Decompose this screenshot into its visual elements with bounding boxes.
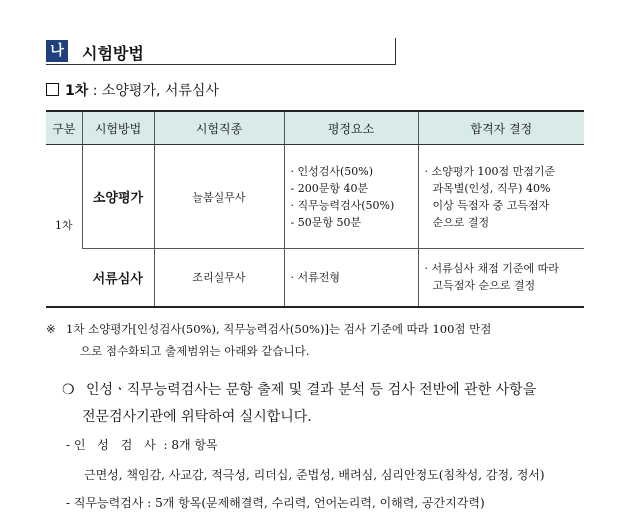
row1-decision: [418, 145, 584, 249]
table-header-row: [46, 111, 584, 145]
row1-criteria: [284, 145, 418, 249]
personality-test-items: 근면성, 책임감, 사교감, 적극성, 리더십, 준법성, 배려심, 심리안정도(침착성, 감정, 정서): [84, 468, 545, 482]
personality-test-count: : 8개 항목: [159, 438, 218, 452]
row2-job: 조리실무사: [154, 249, 284, 307]
bullet-paragraph: [62, 377, 602, 431]
note-symbol: ※: [46, 322, 56, 336]
row1-job: 늘봄실무사: [154, 145, 284, 249]
note-line2: 으로 점수화되고 출제범위는 아래와 같습니다.: [80, 344, 310, 358]
row2-method: 서류심사: [82, 249, 154, 307]
header-job: 시험직종: [154, 111, 284, 145]
personality-test-heading: [66, 436, 218, 453]
row2-decision: [418, 249, 584, 307]
decision-line: · 서류심사 채점 기준에 따라: [424, 262, 559, 276]
row2-criteria: [284, 249, 418, 307]
criteria-line: · 인성검사(50%): [290, 164, 374, 178]
header-decision: 합격자 결정: [418, 111, 584, 145]
personality-test-label: 인 성 검 사: [73, 438, 160, 452]
decision-line: 고득점자 순으로 결정: [432, 279, 536, 293]
job-ability-test-line: - 직무능력검사 : 5개 항목(문제해결력, 수리력, 언어논리력, 이해력, 공간지각력): [66, 496, 485, 510]
decision-line: 과목별(인성, 직무) 40%: [432, 181, 551, 195]
section-header-divider: [395, 38, 396, 64]
criteria-line: - 50문항 50분: [290, 215, 362, 229]
criteria-line: · 직무능력검사(50%): [290, 198, 395, 212]
criteria-line: - 200문항 40분: [290, 181, 369, 195]
dash: -: [66, 438, 74, 452]
table-row: [46, 249, 584, 307]
section-badge: 나: [46, 40, 68, 62]
group-label: 1차: [46, 145, 82, 307]
exam-method-table: [46, 110, 584, 308]
subheading-number: 1차: [65, 83, 89, 99]
bullet-line2: 전문검사기관에 위탁하여 실시합니다.: [82, 409, 312, 425]
row1-method: 소양평가: [82, 145, 154, 249]
circle-bullet-icon: ❍: [62, 382, 75, 398]
subheading: [46, 80, 219, 100]
section-header: [46, 38, 396, 65]
header-category: 구분: [46, 111, 82, 145]
decision-line: · 소양평가 100점 만점기준: [424, 164, 556, 178]
header-criteria: 평정요소: [284, 111, 418, 145]
table-row: [46, 145, 584, 249]
checkbox-square-icon: [46, 83, 59, 96]
decision-line: 순으로 결정: [432, 215, 490, 229]
note-line1: 1차 소양평가[인성검사(50%), 직무능력검사(50%)]는 검사 기준에 따라 100점 만점: [66, 322, 492, 336]
header-method: 시험방법: [82, 111, 154, 145]
subheading-text: : 소양평가, 서류심사: [88, 83, 219, 99]
decision-line: 이상 득점자 중 고득점자: [432, 198, 550, 212]
bullet-line1: 인성ㆍ직무능력검사는 문항 출제 및 결과 분석 등 검사 전반에 관한 사항을: [86, 382, 537, 398]
section-title: 시험방법: [82, 44, 144, 63]
criteria-line: · 서류전형: [290, 270, 340, 284]
note-paragraph: [46, 318, 594, 362]
